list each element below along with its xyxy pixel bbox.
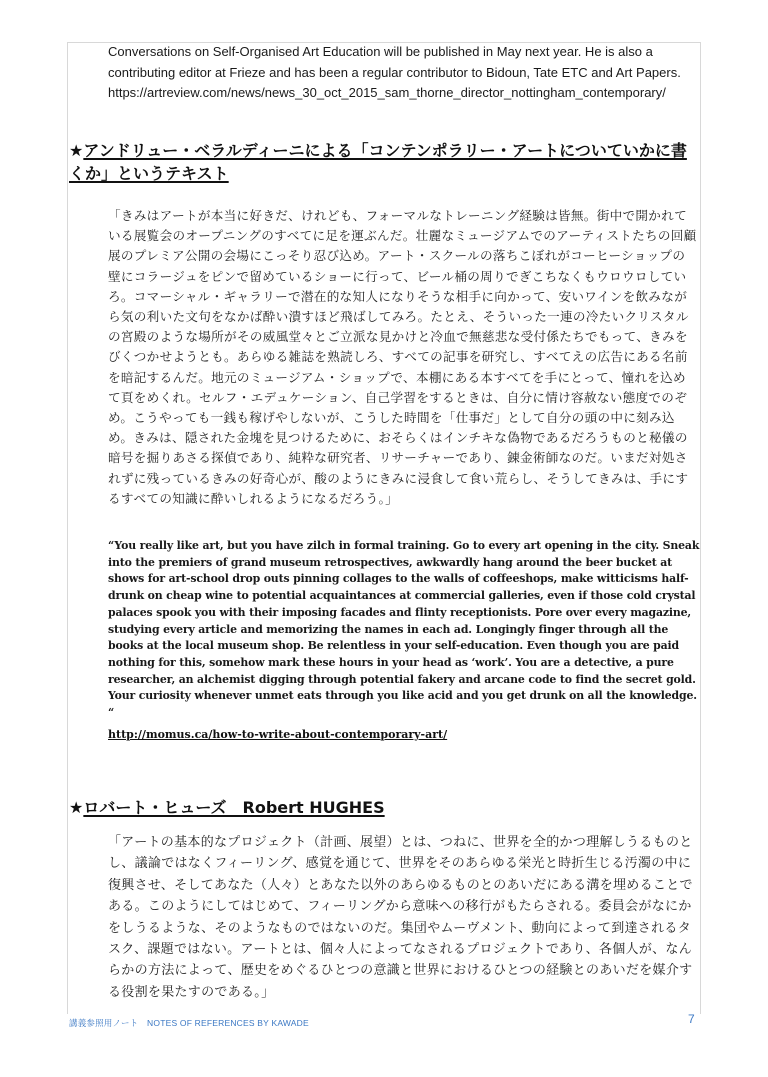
intro-url: https://artreview.com/news/news_30_oct_2015_sam_thorne_director_nottingham_contemporary/ <box>108 85 666 100</box>
intro-paragraph <box>108 42 693 104</box>
source-link[interactable]: http://momus.ca/how-to-write-about-contemporary-art/ <box>108 728 448 741</box>
japanese-quote-berardini: 「きみはアートが本当に好きだ、けれども、フォーマルなトレーニング経験は皆無。街中で開かれている展覧会のオープニングのすべてに足を運ぶんだ。壮麗なミュージアムでのアーティストたちの回顧展のプレミア公開の会場にこっそり忍び込め。アート・スクールの落ちこぼれがコーヒーショップの壁にコラージュをピンで留めているショーに行って、ビール桶の周りでぎこちなくもウロウロしていろ。コマーシャル・ギャラリーで潜在的な知人になりそうな相手に向かって、安いワインを飲みながら気の利いた文句をなかば酔い潰すほど飛ばしてみろ。たとえ、そういった一連の冷たいクリスタルの宮殿のような場所がその威風堂々とご立派な見かけと冷血で無慈悲な受付係たちでもって、きみをびくつかせようとも。あらゆる雑誌を熟読しろ、すべての記事を研究し、すべてえの広告にある名前を暗記するんだ。地元のミュージアム・ショップで、本棚にある本すべてを手にとって、憧れを込めて頁をめくれ。セルフ・エデュケーション、自己学習をするときは、自分に情け容赦ない態度でのぞめ。こうやっても一銭も稼げやしないが、こうした時間を「仕事だ」として自分の頭の中に刻み込め。きみは、隠された金塊を見つけるために、おそらくはインチキな偽物であるだろうものと秘儀の暗号を掘りあさる探偵であり、純粋な研究者、リサーチャーであり、錬金術師なのだ。いまだ対処されずに残っているきみの好奇心が、酸のようにきみに浸食して食い荒らし、そうしてきみは、手にするすべての知識に酔いしれるようになるだろう。」 <box>108 208 697 506</box>
section-heading-berardini <box>69 139 699 185</box>
star-icon: ★ <box>69 798 84 817</box>
english-quote-berardini: “You really like art, but you have zilch in formal training. Go to every art opening in the city. Sneak into the premiers of grand museum retrospectives, awkwardly hang around the beer bucket at shows for art-school drop outs pinning collages to the walls of coffeeshops, make witticisms half-drunk on cheap wine to potential acquaintances at commercial galleries, even if those cold crystal palaces spook you with their imposing facades and flinty receptionists. Pore over every magazine, studying every article and memorizing the names in each ad. Longingly finger through all the books at the local museum shop. Be relentless in your self-education. Even though you are paid nothing for this, somehow mark these hours in your head as ‘work’. You are a detective, a pure researcher, an alchemist digging through potential fakery and arcane code to find the secret gold. Your curiosity whenever unmet eats through you like acid and you get drunk on all the knowledge. “ <box>108 539 700 720</box>
footer-note: 講義参照用ノート NOTES OF REFERENCES BY KAWADE <box>69 1018 309 1028</box>
section-heading-hughes <box>69 796 699 819</box>
intro-line: contributing editor at Frieze and has been a regular contributor to Bidoun, Tate ETC and Art Papers. <box>108 64 681 80</box>
page-number: 7 <box>688 1012 695 1026</box>
section-title: アンドリュー・ベラルディーニによる「コンテンポラリー・アートについていかに書くか」というテキスト <box>69 141 687 183</box>
star-icon: ★ <box>69 141 84 160</box>
intro-line: Conversations on Self-Organised Art Education will be published in May next year. He is also a <box>108 44 653 59</box>
japanese-quote-hughes: 「アートの基本的なプロジェクト（計画、展望）とは、つねに、世界を全的かつ理解しうるものとし、議論ではなくフィーリング、感覚を通じて、世界をそのあらゆる栄光と時折生じる汚濁の中に復興させ、そしてあなた（人々）とあなた以外のあらゆるものとのあいだにある溝を埋めることである。このようにしてはじめて、フィーリングから意味への移行がもたらされる。委員会がなにかをしうるような、そのようなものではないのだ。集団やムーヴメント、動向によって到達されるタスク、課題ではない。アートとは、個々人によってなされるプロジェクトであり、各個人が、なんらかの方法によって、歴史をめぐるひとつの意識と世界におけるひとつの経験とのあいだを媒介する役割を果たすのである。」 <box>108 835 693 1000</box>
section-title: ロバート・ヒューズ Robert HUGHES <box>83 798 385 817</box>
